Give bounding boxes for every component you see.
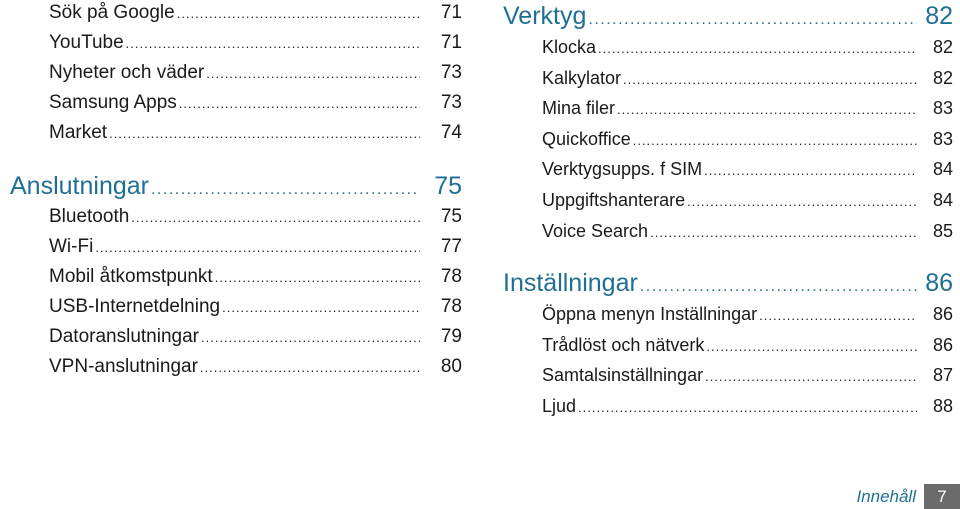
toc-entry-page: 71 — [440, 2, 462, 23]
toc-entry-label: Mobil åtkomstpunkt — [49, 266, 213, 287]
toc-entry-page: 86 — [932, 334, 953, 355]
toc-entry[interactable] — [503, 185, 953, 216]
toc-entry-label: Datoranslutningar — [49, 326, 199, 347]
toc-entry-label: Voice Search — [542, 220, 649, 241]
toc-entry-label: YouTube — [49, 32, 124, 53]
toc-leader-dots — [633, 126, 917, 157]
toc-leader-dots — [151, 174, 420, 206]
toc-leader-dots — [623, 65, 917, 96]
toc-entry[interactable] — [10, 0, 462, 28]
toc-entry[interactable] — [503, 93, 953, 124]
toc-entry-page: 79 — [440, 326, 462, 347]
toc-entry-page: 84 — [932, 189, 953, 210]
toc-entry-label: Öppna menyn Inställningar — [542, 304, 758, 325]
toc-entry[interactable] — [503, 216, 953, 247]
toc-entry[interactable] — [10, 292, 462, 322]
toc-entry-page: 87 — [932, 365, 953, 386]
toc-entry[interactable] — [503, 124, 953, 155]
toc-entry-page: 78 — [440, 266, 462, 287]
footer-section-label: Innehåll — [856, 486, 916, 506]
toc-section-page: 75 — [434, 172, 462, 200]
toc-entry-label: Klocka — [542, 37, 597, 57]
toc-right-column — [503, 0, 953, 422]
toc-leader-dots — [687, 187, 917, 218]
toc-leader-dots — [222, 293, 420, 323]
toc-entry-label: Kalkylator — [542, 67, 622, 88]
toc-entry-label: Samsung Apps — [49, 92, 177, 113]
toc-entry-page: 77 — [440, 236, 462, 257]
toc-leader-dots — [598, 34, 917, 65]
page-footer — [856, 484, 960, 509]
toc-entry[interactable] — [10, 352, 462, 382]
toc-entry-label: Market — [49, 122, 108, 143]
toc-entry-page: 83 — [932, 128, 953, 149]
toc-entry[interactable] — [10, 118, 462, 148]
toc-entry[interactable] — [10, 28, 462, 58]
toc-entry[interactable] — [10, 262, 462, 292]
toc-leader-dots — [206, 59, 420, 89]
toc-entry[interactable] — [10, 232, 462, 262]
toc-entry[interactable] — [503, 391, 953, 422]
toc-entry-page: 71 — [440, 32, 462, 53]
toc-entry[interactable] — [503, 154, 953, 185]
toc-entry-label: VPN-anslutningar — [49, 356, 198, 377]
toc-section-heading-anslutningar[interactable] — [10, 170, 462, 202]
toc-leader-dots — [578, 393, 917, 424]
toc-entry-label: Samtalsinställningar — [542, 365, 704, 386]
toc-section-heading-installningar[interactable] — [503, 267, 953, 299]
toc-entry-page: 88 — [932, 395, 953, 416]
toc-entry-page: 82 — [932, 37, 953, 57]
toc-entry-label: Wi-Fi — [49, 236, 94, 257]
toc-entry-page: 78 — [440, 296, 462, 317]
toc-entry[interactable] — [10, 58, 462, 88]
toc-entry-label: USB-Internetdelning — [49, 296, 221, 317]
toc-leader-dots — [759, 301, 917, 332]
toc-entry-label: Sök på Google — [49, 2, 175, 23]
toc-entry-label: Verktygsupps. f SIM — [542, 159, 703, 180]
toc-entry[interactable] — [10, 322, 462, 352]
toc-entry-page: 73 — [440, 62, 462, 83]
toc-section-heading-verktyg[interactable] — [503, 0, 953, 32]
toc-entry-label: Nyheter och väder — [49, 62, 205, 83]
toc-section-label: Verktyg — [503, 2, 587, 30]
page-number-badge: 7 — [924, 484, 960, 509]
toc-leader-dots — [705, 362, 917, 393]
toc-entry[interactable] — [503, 299, 953, 330]
toc-leader-dots — [179, 89, 420, 119]
toc-entry[interactable] — [503, 360, 953, 391]
toc-entry[interactable] — [10, 202, 462, 232]
toc-leader-dots — [215, 263, 420, 293]
toc-entry-label: Ljud — [542, 395, 577, 416]
toc-entry-page: 80 — [440, 356, 462, 377]
toc-entry[interactable] — [503, 32, 953, 63]
toc-leader-dots — [177, 0, 420, 29]
toc-entry-label: Uppgiftshanterare — [542, 189, 686, 210]
toc-entry[interactable] — [503, 330, 953, 361]
toc-section-page: 82 — [925, 2, 953, 30]
toc-entry-page: 84 — [932, 159, 953, 180]
toc-leader-dots — [109, 119, 420, 149]
toc-entry-label: Quickoffice — [542, 128, 631, 149]
toc-entry-page: 85 — [932, 220, 953, 241]
toc-section-page: 86 — [925, 269, 953, 298]
toc-entry-page: 82 — [932, 67, 953, 88]
toc-leader-dots — [706, 332, 917, 363]
toc-leader-dots — [95, 233, 420, 263]
toc-entry[interactable] — [503, 63, 953, 94]
toc-entry-page: 73 — [440, 92, 462, 113]
toc-leader-dots — [131, 203, 420, 233]
toc-entry-page: 86 — [932, 304, 953, 325]
toc-entry-label: Bluetooth — [49, 206, 130, 227]
toc-leader-dots — [126, 29, 420, 59]
toc-section-label: Anslutningar — [10, 172, 149, 200]
toc-leader-dots — [704, 156, 917, 187]
toc-entry-page: 83 — [932, 98, 953, 119]
toc-leader-dots — [650, 218, 917, 249]
toc-entry-label: Mina filer — [542, 98, 616, 119]
toc-leader-dots — [617, 95, 917, 126]
toc-entry-page: 75 — [440, 206, 462, 227]
toc-leader-dots — [200, 353, 420, 383]
toc-left-column — [10, 0, 462, 382]
toc-entry-page: 74 — [440, 122, 462, 143]
toc-section-label: Inställningar — [503, 269, 638, 298]
toc-leader-dots — [201, 323, 420, 353]
toc-entry-label: Trådlöst och nätverk — [542, 334, 705, 355]
toc-entry[interactable] — [10, 88, 462, 118]
toc-leader-dots — [588, 4, 917, 36]
